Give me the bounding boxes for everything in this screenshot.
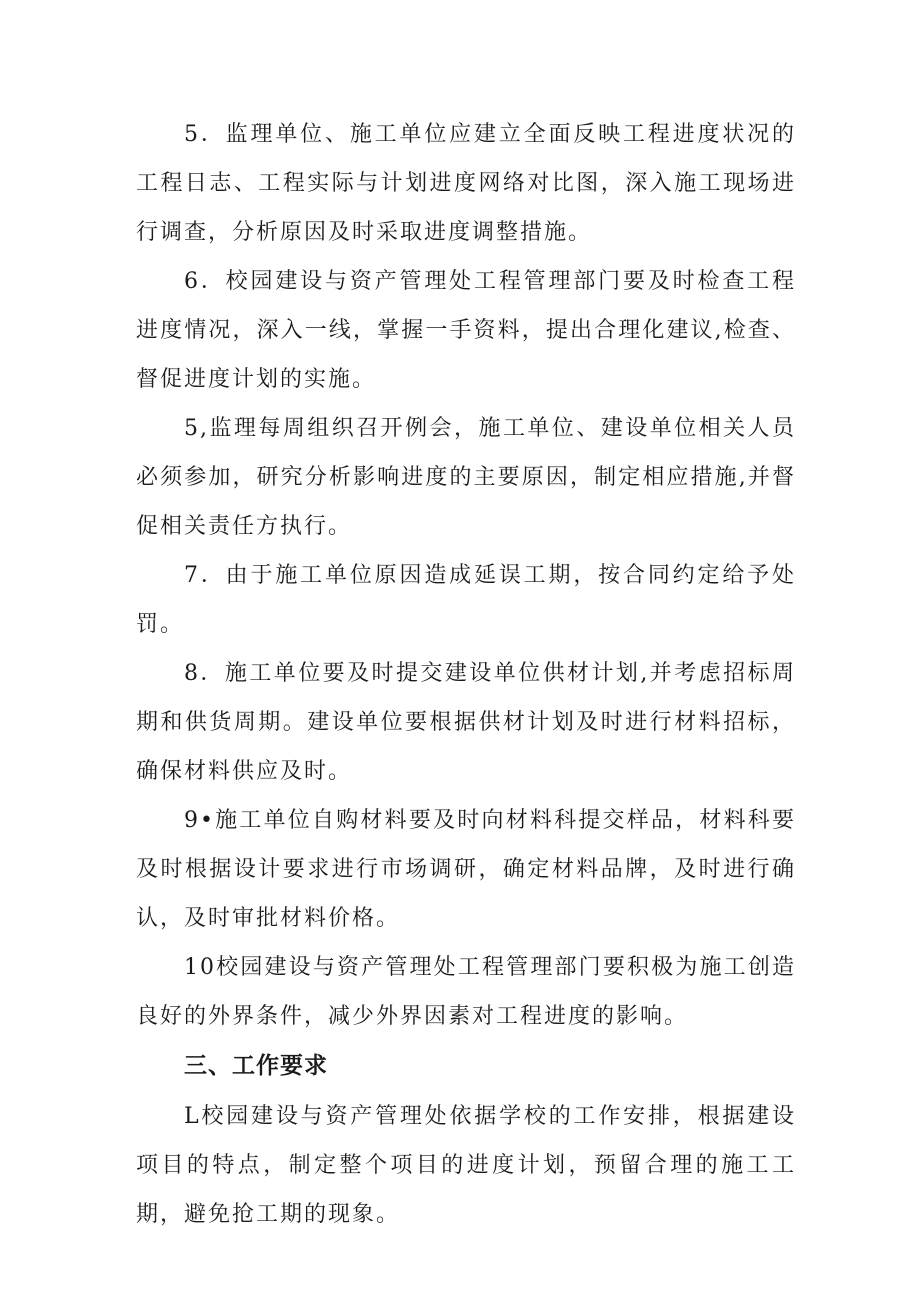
paragraph-item-5: 5．监理单位、施工单位应建立全面反映工程进度状况的工程日志、工程实际与计划进度网络对比图，深入施工现场进行调查，分析原因及时采取进度调整措施。 <box>136 122 796 245</box>
section-paragraph-1: L校园建设与资产管理处依据学校的工作安排，根据建设项目的特点，制定整个项目的进度计划，预留合理的施工工期，避免抢工期的现象。 <box>136 1104 796 1227</box>
document-body <box>136 110 796 1239</box>
paragraph-item-10: 10校园建设与资产管理处工程管理部门要积极为施工创造良好的外界条件，减少外界因素对工程进度的影响。 <box>136 955 796 1029</box>
paragraph-item-7: 7．由于施工单位原因造成延误工期，按合同约定给予处罚。 <box>136 563 796 637</box>
paragraph-item-6: 6．校园建设与资产管理处工程管理部门要及时检查工程进度情况，深入一线，掌握一手资料，提出合理化建议,检查、督促进度计划的实施。 <box>136 269 796 392</box>
paragraph-item-5-weekly-meeting: 5,监理每周组织召开例会，施工单位、建设单位相关人员必须参加，研究分析影响进度的主要原因，制定相应措施,并督促相关责任方执行。 <box>136 416 796 539</box>
paragraph-item-9: 9•施工单位自购材料要及时向材料科提交样品，材料科要及时根据设计要求进行市场调研，确定材料品牌，及时进行确认，及时审批材料价格。 <box>136 808 796 931</box>
paragraph-item-8: 8．施工单位要及时提交建设单位供材计划,并考虑招标周期和供货周期。建设单位要根据供材计划及时进行材料招标，确保材料供应及时。 <box>136 661 796 784</box>
section-heading: 三、工作要求 <box>184 1053 328 1079</box>
